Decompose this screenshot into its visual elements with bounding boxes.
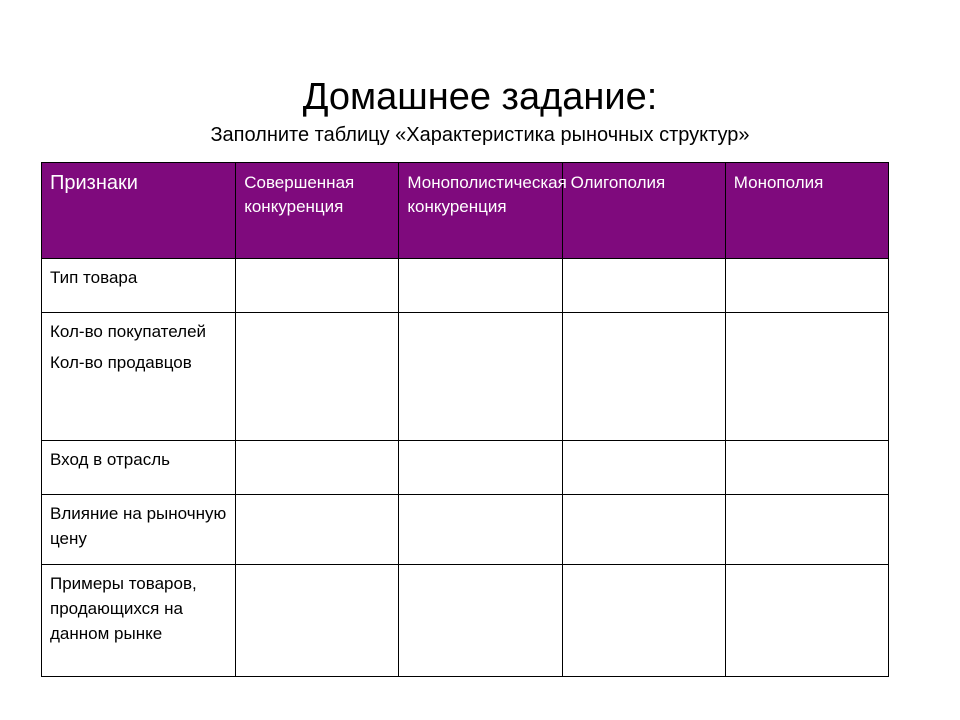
table-cell[interactable] (562, 565, 725, 677)
table-cell[interactable] (725, 259, 888, 313)
header-cell-monopoly: Монополия (725, 163, 888, 259)
row-label-buyers-count: Кол-во покупателей (50, 322, 207, 341)
header-cell-perfect-competition: Совершенная конкуренция (236, 163, 399, 259)
header-cell-features: Признаки (42, 163, 236, 259)
table-row (42, 313, 889, 441)
market-structures-table (41, 162, 889, 677)
table-cell[interactable] (236, 565, 399, 677)
table-cell[interactable] (725, 565, 888, 677)
table-cell[interactable] (562, 259, 725, 313)
row-label-sellers-count: Кол-во продавцов (50, 353, 192, 372)
slide-subtitle: Заполните таблицу «Характеристика рыночных структур» (210, 124, 750, 146)
table-row (42, 441, 889, 495)
table-cell[interactable] (725, 495, 888, 565)
table-cell[interactable] (725, 441, 888, 495)
table-cell[interactable] (562, 441, 725, 495)
table-cell[interactable] (399, 313, 562, 441)
table-cell[interactable] (236, 495, 399, 565)
table-cell[interactable] (399, 441, 562, 495)
table-cell[interactable] (399, 495, 562, 565)
row-label-product-examples: Примеры товаров, продающихся на данном рынке (42, 565, 236, 677)
table-cell[interactable] (562, 313, 725, 441)
row-label-price-influence: Влияние на рыночную цену (42, 495, 236, 565)
table-header-row (42, 163, 889, 259)
table-cell[interactable] (725, 313, 888, 441)
table-cell[interactable] (236, 313, 399, 441)
table-row (42, 565, 889, 677)
row-label-product-type: Тип товара (42, 259, 236, 313)
table-cell[interactable] (236, 259, 399, 313)
table-cell[interactable] (399, 259, 562, 313)
header-cell-oligopoly: Олигополия (562, 163, 725, 259)
table-cell[interactable] (562, 495, 725, 565)
table-cell[interactable] (236, 441, 399, 495)
row-label-buyers-sellers (42, 313, 236, 441)
table-cell[interactable] (399, 565, 562, 677)
table-row (42, 259, 889, 313)
header-cell-monopolistic-competition: Монополистическая конкуренция (399, 163, 562, 259)
slide-title: Домашнее задание: (302, 76, 658, 118)
row-label-market-entry: Вход в отрасль (42, 441, 236, 495)
table-row (42, 495, 889, 565)
